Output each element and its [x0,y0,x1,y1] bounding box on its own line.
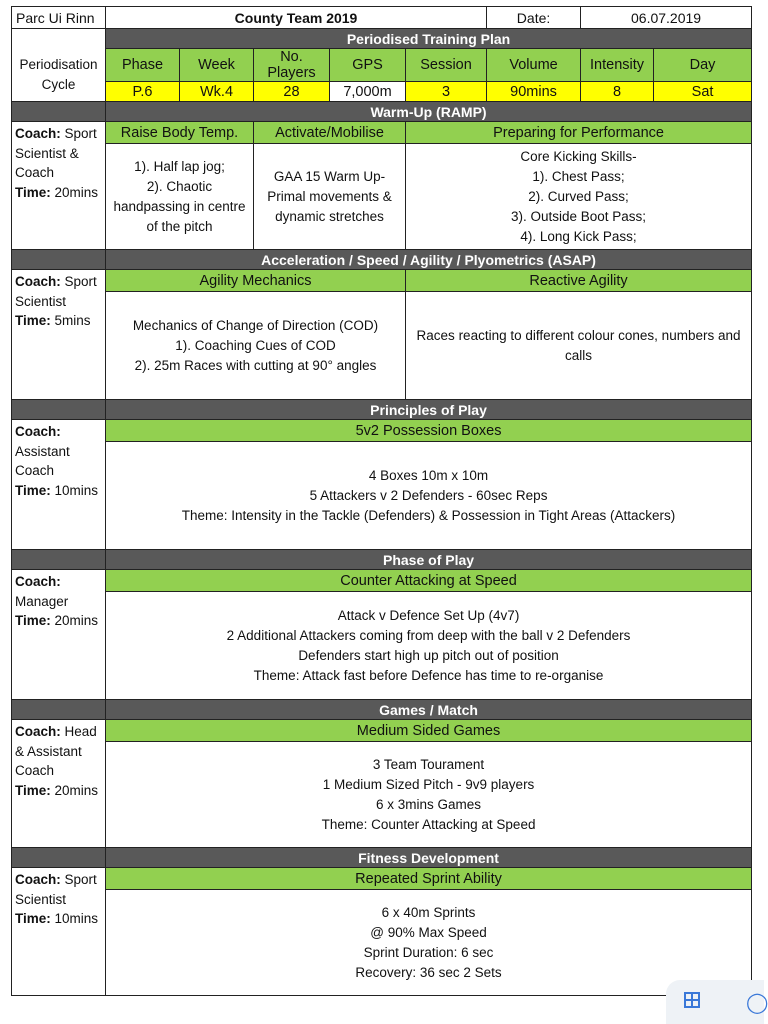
warmup-coach: Coach: Sport Scientist & Coach Time: 20mins [12,122,106,250]
col-prepare: Preparing for Performance [406,122,752,144]
col-week: Week [180,49,254,82]
fitness-title: Fitness Development [106,848,752,868]
val-intensity: 8 [581,82,654,102]
training-plan-sheet [11,6,751,996]
games-body: 3 Team Tourament 1 Medium Sized Pitch - 9v9 players 6 x 3mins Games Theme: Counter Attacking at Speed [106,742,752,848]
date-value: 06.07.2019 [581,7,752,29]
col-volume: Volume [487,49,581,82]
col-intensity: Intensity [581,49,654,82]
col-reactive-agility: Reactive Agility [406,270,752,292]
col-agility-mechanics: Agility Mechanics [106,270,406,292]
plan-title: Periodised Training Plan [106,29,752,49]
principles-body: 4 Boxes 10m x 10m 5 Attackers v 2 Defenders - 60sec Reps Theme: Intensity in the Tackle (Defenders) & Possession in Tight Areas (Attackers) [106,442,752,550]
games-subtitle: Medium Sided Games [106,720,752,742]
search-icon[interactable]: ◯ [746,992,768,1014]
phase-subtitle: Counter Attacking at Speed [106,570,752,592]
col-activate: Activate/Mobilise [254,122,406,144]
phase-coach: Coach: Manager Time: 20mins [12,570,106,700]
val-players: 28 [254,82,330,102]
val-day: Sat [654,82,752,102]
val-session: 3 [406,82,487,102]
date-label: Date: [487,7,581,29]
principles-coach: Coach: Assistant Coach Time: 10mins [12,420,106,550]
col-day: Day [654,49,752,82]
warmup-activate-body: GAA 15 Warm Up- Primal movements & dynamic stretches [254,144,406,250]
asap-title: Acceleration / Speed / Agility / Plyometrics (ASAP) [106,250,752,270]
phase-body: Attack v Defence Set Up (4v7) 2 Additional Attackers coming from deep with the ball v 2 Defenders Defenders start high up pitch out of position Theme: Attack fast before Defence has time to re-organise [106,592,752,700]
phase-title: Phase of Play [106,550,752,570]
val-week: Wk.4 [180,82,254,102]
asap-coach: Coach: Sport Scientist Time: 5mins [12,270,106,400]
plan-table [11,6,752,996]
periodisation-label: Periodisation Cycle [12,49,106,102]
col-raise-temp: Raise Body Temp. [106,122,254,144]
warmup-title: Warm-Up (RAMP) [106,102,752,122]
section-gray-left [12,102,106,122]
val-volume: 90mins [487,82,581,102]
col-phase: Phase [106,49,180,82]
val-phase: P.6 [106,82,180,102]
warmup-prepare-body: Core Kicking Skills- 1). Chest Pass; 2). Curved Pass; 3). Outside Boot Pass; 4). Long Kick Pass; [406,144,752,250]
floating-toolbar [666,980,768,1024]
asap-mechanics-body: Mechanics of Change of Direction (COD) 1). Coaching Cues of COD 2). 25m Races with cutting at 90° angles [106,292,406,400]
sheet-title: County Team 2019 [106,7,487,29]
fitness-coach: Coach: Sport Scientist Time: 10mins [12,868,106,996]
grid-icon[interactable] [684,992,700,1008]
col-gps: GPS [330,49,406,82]
principles-title: Principles of Play [106,400,752,420]
col-session: Session [406,49,487,82]
fitness-subtitle: Repeated Sprint Ability [106,868,752,890]
asap-reactive-body: Races reacting to different colour cones, numbers and calls [406,292,752,400]
fitness-body: 6 x 40m Sprints @ 90% Max Speed Sprint Duration: 6 sec Recovery: 36 sec 2 Sets [106,890,752,996]
col-players: No. Players [254,49,330,82]
principles-subtitle: 5v2 Possession Boxes [106,420,752,442]
warmup-raise-body: 1). Half lap jog; 2). Chaotic handpassing in centre of the pitch [106,144,254,250]
val-gps: 7,000m [330,82,406,102]
games-title: Games / Match [106,700,752,720]
venue-name: Parc Ui Rinn [12,7,106,29]
games-coach: Coach: Head & Assistant Coach Time: 20mins [12,720,106,848]
